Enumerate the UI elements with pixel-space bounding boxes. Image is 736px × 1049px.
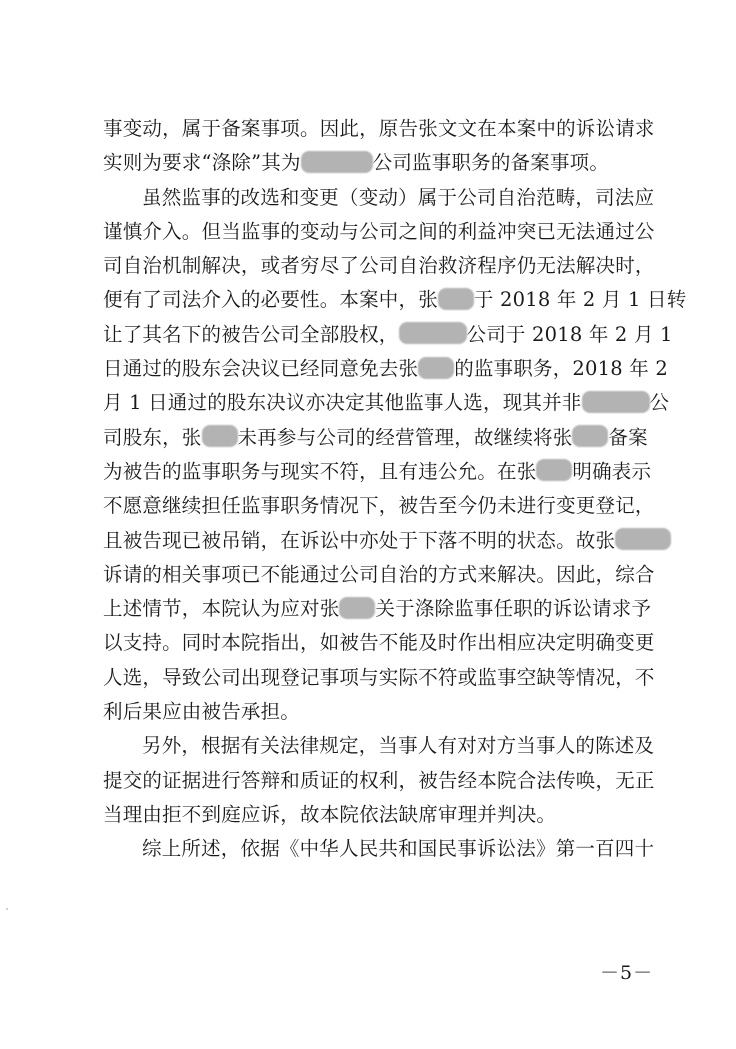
text-segment: 公 xyxy=(649,391,670,415)
redaction-mark xyxy=(615,528,671,550)
paragraph-start-line xyxy=(103,181,663,215)
text-segment: 不愿意继续担任监事职务情况下，被告至今仍未进行变更登记， xyxy=(103,494,655,518)
redaction-mark xyxy=(572,425,608,447)
text-line xyxy=(103,455,663,489)
text-segment: 利后果应由被告承担。 xyxy=(103,700,301,724)
text-segment: 未再参与公司的经营管理，故继续将张 xyxy=(237,425,573,449)
text-segment: 且被告现已被吊销，在诉讼中亦处于下落不明的状态。故张 xyxy=(103,528,616,552)
text-segment: 司自治机制解决，或者穷尽了公司自治救济程序仍无法解决时， xyxy=(103,254,655,278)
text-line xyxy=(103,558,663,592)
text-line xyxy=(103,112,663,146)
paragraph-start-line xyxy=(103,832,663,866)
paragraph-start-line xyxy=(103,729,663,763)
text-segment: 人选，导致公司出现登记事项与实际不符或监事空缺等情况，不 xyxy=(103,665,655,689)
text-segment: 提交的证据进行答辩和质证的权利，被告经本院合法传唤，无正 xyxy=(103,768,655,792)
text-segment: 让了其名下的被告公司全部股权， xyxy=(103,322,399,346)
text-segment: 为被告的监事职务与现实不符，且有违公允。在张 xyxy=(103,459,537,483)
text-segment: 明确表示 xyxy=(572,459,652,483)
redaction-mark xyxy=(438,288,474,310)
text-line xyxy=(103,524,663,558)
redaction-mark xyxy=(582,391,650,413)
text-segment: 司股东，张 xyxy=(103,425,202,449)
text-segment: 便有了司法介入的必要性。本案中，张 xyxy=(103,288,438,312)
text-line xyxy=(103,318,673,352)
redaction-mark xyxy=(418,357,454,379)
text-segment: 以支持。同时本院指出，如被告不能及时作出相应决定明确变更 xyxy=(103,631,655,655)
judgment-body-text xyxy=(103,112,687,867)
text-segment: 另外，根据有关法律规定，当事人有对对方当事人的陈述及 xyxy=(142,734,655,758)
text-segment: 日通过的股东会决议已经同意免去张 xyxy=(103,357,419,381)
text-line xyxy=(103,695,663,729)
text-line xyxy=(103,421,663,455)
text-segment: 备案 xyxy=(608,425,648,449)
text-line xyxy=(103,626,663,660)
redaction-mark xyxy=(202,425,238,447)
text-segment: 当理由拒不到庭应诉，故本院依法缺席审理并判决。 xyxy=(103,802,557,826)
text-line xyxy=(103,489,663,523)
text-segment: 综上所述，依据《中华人民共和国民事诉讼法》第一百四十 xyxy=(142,837,655,861)
text-line xyxy=(103,661,663,695)
text-segment: 诉请的相关事项已不能通过公司自治的方式来解决。因此，综合 xyxy=(103,562,655,586)
text-segment: 虽然监事的改选和变更（变动）属于公司自治范畴，司法应 xyxy=(142,185,655,209)
text-line xyxy=(103,798,663,832)
text-line xyxy=(103,146,663,180)
text-segment: 事变动，属于备案事项。因此，原告张文文在本案中的诉讼请求 xyxy=(103,117,655,140)
text-segment: 实则为要求“涤除”其为 xyxy=(103,151,301,175)
redaction-mark xyxy=(301,151,373,173)
text-segment: 上述情节，本院认为应对张 xyxy=(103,597,340,621)
text-segment: 的监事职务，2018 年 2 xyxy=(454,357,668,381)
text-segment: 公司监事职务的备案事项。 xyxy=(372,151,610,175)
text-line xyxy=(103,592,663,626)
redaction-mark xyxy=(536,459,572,481)
page-number: －5－ xyxy=(600,962,654,984)
text-segment: 谨慎介入。但当监事的变动与公司之间的利益冲突已无法通过公 xyxy=(103,219,655,243)
text-segment: 关于涤除监事任职的诉讼请求予 xyxy=(375,597,652,621)
text-segment: 于 2018 年 2 月 1 日转 xyxy=(473,288,687,312)
scan-speck xyxy=(6,908,8,910)
text-line xyxy=(103,283,687,317)
text-line xyxy=(103,249,663,283)
text-line xyxy=(103,352,668,386)
redaction-mark xyxy=(339,597,375,619)
text-segment: 月 1 日通过的股东决议亦决定其他监事人选，现其并非 xyxy=(103,391,582,415)
text-line xyxy=(103,386,670,420)
redaction-mark xyxy=(399,322,467,344)
text-line xyxy=(103,764,663,798)
text-segment: 公司于 2018 年 2 月 1 xyxy=(466,322,673,346)
text-line xyxy=(103,215,663,249)
